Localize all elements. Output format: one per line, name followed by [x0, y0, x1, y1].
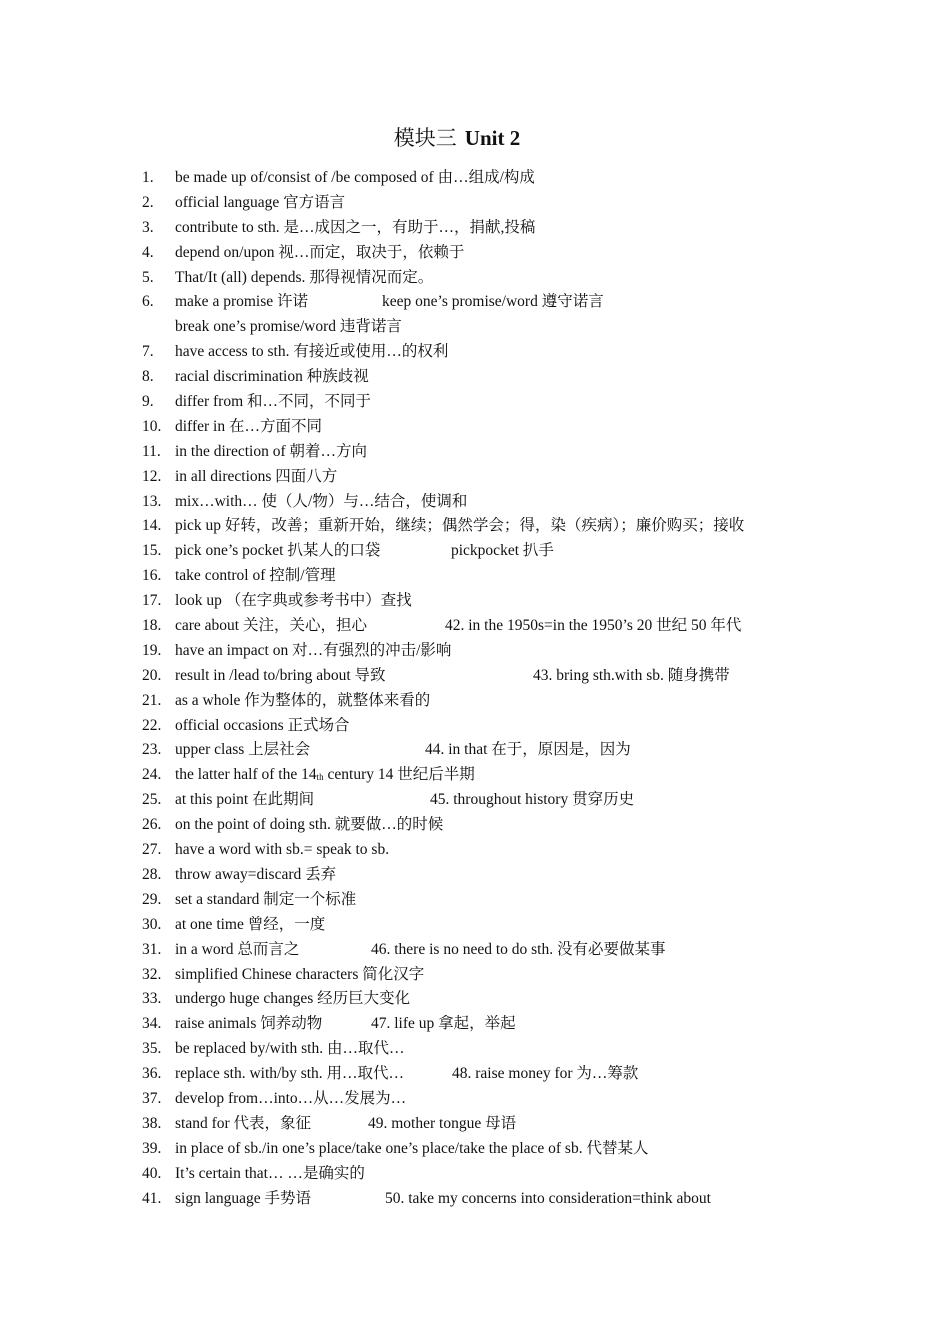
item-number: 22.	[142, 716, 162, 734]
phrase-text: official occasions 正式场合	[175, 716, 350, 734]
list-item	[0, 315, 950, 340]
phrase-text: pick one’s pocket 扒某人的口袋	[175, 542, 381, 560]
list-item	[0, 1037, 950, 1062]
list-item	[0, 241, 950, 266]
phrase-text: at one time 曾经，一度	[175, 915, 326, 933]
list-item	[0, 763, 950, 788]
phrase-text: develop from…into…从…发展为…	[175, 1089, 407, 1107]
list-item	[0, 788, 950, 813]
item-number: 2.	[142, 193, 154, 211]
list-item	[0, 539, 950, 564]
item-number: 31.	[142, 940, 162, 958]
item-number: 11.	[142, 442, 161, 460]
item-number: 16.	[142, 567, 162, 585]
item-number: 18.	[142, 617, 162, 635]
phrase-text: undergo huge changes 经历巨大变化	[175, 990, 411, 1008]
phrase-text: throw away=discard 丢弃	[175, 865, 337, 883]
phrase-text: care about 关注，关心，担心	[175, 617, 367, 635]
list-item	[0, 564, 950, 589]
item-number: 23.	[142, 741, 162, 759]
item-number: 24.	[142, 766, 162, 784]
list-item	[0, 390, 950, 415]
list-item	[0, 963, 950, 988]
phrase-text: replace sth. with/by sth. 用…取代…	[175, 1065, 405, 1083]
list-item	[0, 440, 950, 465]
phrase-text: at this point 在此期间	[175, 791, 315, 809]
phrase-text-secondary: 50. take my concerns into consideration=think about	[385, 1189, 711, 1207]
phrase-text: break one’s promise/word 违背诺言	[175, 318, 402, 336]
list-item	[0, 614, 950, 639]
phrase-text: differ in 在…方面不同	[175, 417, 322, 435]
item-number: 4.	[142, 243, 154, 261]
phrase-text: in a word 总而言之	[175, 940, 300, 958]
page-title	[0, 122, 914, 152]
item-number: 15.	[142, 542, 162, 560]
phrase-text	[175, 763, 475, 790]
item-number: 35.	[142, 1040, 162, 1058]
phrase-text-secondary: 43. bring sth.with sb. 随身携带	[533, 666, 730, 684]
list-item	[0, 913, 950, 938]
phrase-text-secondary: 49. mother tongue 母语	[368, 1114, 517, 1132]
list-item	[0, 1187, 950, 1212]
item-number: 20.	[142, 666, 162, 684]
phrase-text: mix…with… 使（人/物）与…结合，使调和	[175, 492, 468, 510]
list-item	[0, 1112, 950, 1137]
phrase-text: That/It (all) depends. 那得视情况而定。	[175, 268, 434, 286]
list-item	[0, 365, 950, 390]
phrase-text: set a standard 制定一个标准	[175, 890, 357, 908]
phrase-text-secondary: 44. in that 在于，原因是，因为	[425, 741, 631, 759]
phrase-text-secondary: 48. raise money for 为…筹款	[452, 1065, 639, 1083]
phrase-text: upper class 上层社会	[175, 741, 311, 759]
item-number: 1.	[142, 169, 154, 186]
item-number: 27.	[142, 841, 162, 859]
item-number: 38.	[142, 1114, 162, 1132]
list-item	[0, 938, 950, 963]
phrase-text: take control of 控制/管理	[175, 567, 336, 585]
phrase-text-secondary: 42. in the 1950s=in the 1950’s 20 世纪 50 年代	[445, 617, 742, 635]
item-number: 37.	[142, 1089, 162, 1107]
item-number: 34.	[142, 1015, 162, 1033]
phrase-text-secondary: pickpocket 扒手	[451, 542, 554, 560]
phrase-text: in the direction of 朝着…方向	[175, 442, 367, 460]
item-number: 8.	[142, 368, 154, 386]
list-item	[0, 514, 950, 539]
item-number: 6.	[142, 293, 154, 311]
phrase-text: have a word with sb.= speak to sb.	[175, 841, 390, 859]
phrase-text: contribute to sth. 是…成因之一，有助于…，捐献,投稿	[175, 218, 536, 236]
item-number: 10.	[142, 417, 162, 435]
phrase-text: simplified Chinese characters 简化汉字	[175, 965, 425, 983]
item-number: 19.	[142, 641, 162, 659]
phrase-text-secondary: keep one’s promise/word 遵守诺言	[382, 293, 604, 311]
list-item	[0, 987, 950, 1012]
list-item	[0, 639, 950, 664]
list-item	[0, 1062, 950, 1087]
list-item	[0, 166, 950, 191]
phrase-text: differ from 和…不同，不同于	[175, 393, 372, 411]
title-chinese: 模块三	[393, 126, 457, 150]
list-item	[0, 863, 950, 888]
phrase-text: be made up of/consist of /be composed of 由…组成/构成	[175, 169, 535, 186]
item-number: 36.	[142, 1065, 162, 1083]
item-number: 28.	[142, 865, 162, 883]
item-number: 21.	[142, 691, 162, 709]
phrase-text-secondary: 47. life up 拿起，举起	[371, 1015, 516, 1033]
list-item	[0, 191, 950, 216]
ordinal-suffix: th	[316, 772, 324, 783]
item-number: 33.	[142, 990, 162, 1008]
list-item	[0, 1087, 950, 1112]
item-number: 13.	[142, 492, 162, 510]
phrase-text: official language 官方语言	[175, 193, 346, 211]
item-number: 39.	[142, 1139, 162, 1157]
phrase-text-secondary: 45. throughout history 贯穿历史	[430, 791, 635, 809]
list-item	[0, 290, 950, 315]
list-item	[0, 1162, 950, 1187]
list-item	[0, 1012, 950, 1037]
title-unit: Unit 2	[464, 126, 521, 150]
list-item	[0, 340, 950, 365]
item-number: 29.	[142, 890, 162, 908]
phrase-text: in place of sb./in one’s place/take one’s place/take the place of sb. 代替某人	[175, 1139, 649, 1157]
phrase-text: have access to sth. 有接近或使用…的权利	[175, 343, 449, 361]
phrase-text: on the point of doing sth. 就要做…的时候	[175, 816, 444, 834]
list-item	[0, 490, 950, 515]
list-item	[0, 266, 950, 291]
list-item	[0, 465, 950, 490]
item-number: 25.	[142, 791, 162, 809]
phrase-text: make a promise 许诺	[175, 293, 309, 311]
phrase-text: racial discrimination 种族歧视	[175, 368, 369, 386]
list-item	[0, 216, 950, 241]
list-item	[0, 838, 950, 863]
phrase-text: have an impact on 对…有强烈的冲击/影响	[175, 641, 452, 659]
phrase-list	[0, 166, 950, 1211]
phrase-text-part: the latter half of the 14	[175, 766, 317, 784]
list-item	[0, 664, 950, 689]
phrase-text-secondary: 46. there is no need to do sth. 没有必要做某事	[371, 940, 666, 958]
item-number: 40.	[142, 1164, 162, 1182]
item-number: 9.	[142, 393, 154, 411]
phrase-text-part: century 14 世纪后半期	[323, 766, 475, 784]
phrase-text: look up （在字典或参考书中）查找	[175, 592, 412, 610]
item-number: 41.	[142, 1189, 162, 1207]
list-item	[0, 714, 950, 739]
phrase-text: It’s certain that… …是确实的	[175, 1164, 365, 1182]
phrase-text: sign language 手势语	[175, 1189, 312, 1207]
phrase-text: raise animals 饲养动物	[175, 1015, 323, 1033]
list-item	[0, 738, 950, 763]
phrase-text: be replaced by/with sth. 由…取代…	[175, 1040, 405, 1058]
item-number: 14.	[142, 517, 162, 535]
item-number: 5.	[142, 268, 154, 286]
phrase-text: pick up 好转，改善；重新开始，继续；偶然学会；得，染（疾病）；廉价购买；接收	[175, 517, 745, 535]
list-item	[0, 1137, 950, 1162]
phrase-text: result in /lead to/bring about 导致	[175, 666, 386, 684]
item-number: 3.	[142, 218, 154, 236]
item-number: 17.	[142, 592, 162, 610]
phrase-text: in all directions 四面八方	[175, 467, 338, 485]
list-item	[0, 689, 950, 714]
list-item	[0, 888, 950, 913]
item-number: 26.	[142, 816, 162, 834]
list-item	[0, 813, 950, 838]
list-item	[0, 415, 950, 440]
list-item	[0, 589, 950, 614]
item-number: 32.	[142, 965, 162, 983]
phrase-text: as a whole 作为整体的，就整体来看的	[175, 691, 431, 709]
item-number: 12.	[142, 467, 162, 485]
item-number: 7.	[142, 343, 154, 361]
item-number: 30.	[142, 915, 162, 933]
phrase-text: depend on/upon 视…而定，取决于，依赖于	[175, 243, 465, 261]
phrase-text: stand for 代表，象征	[175, 1114, 312, 1132]
